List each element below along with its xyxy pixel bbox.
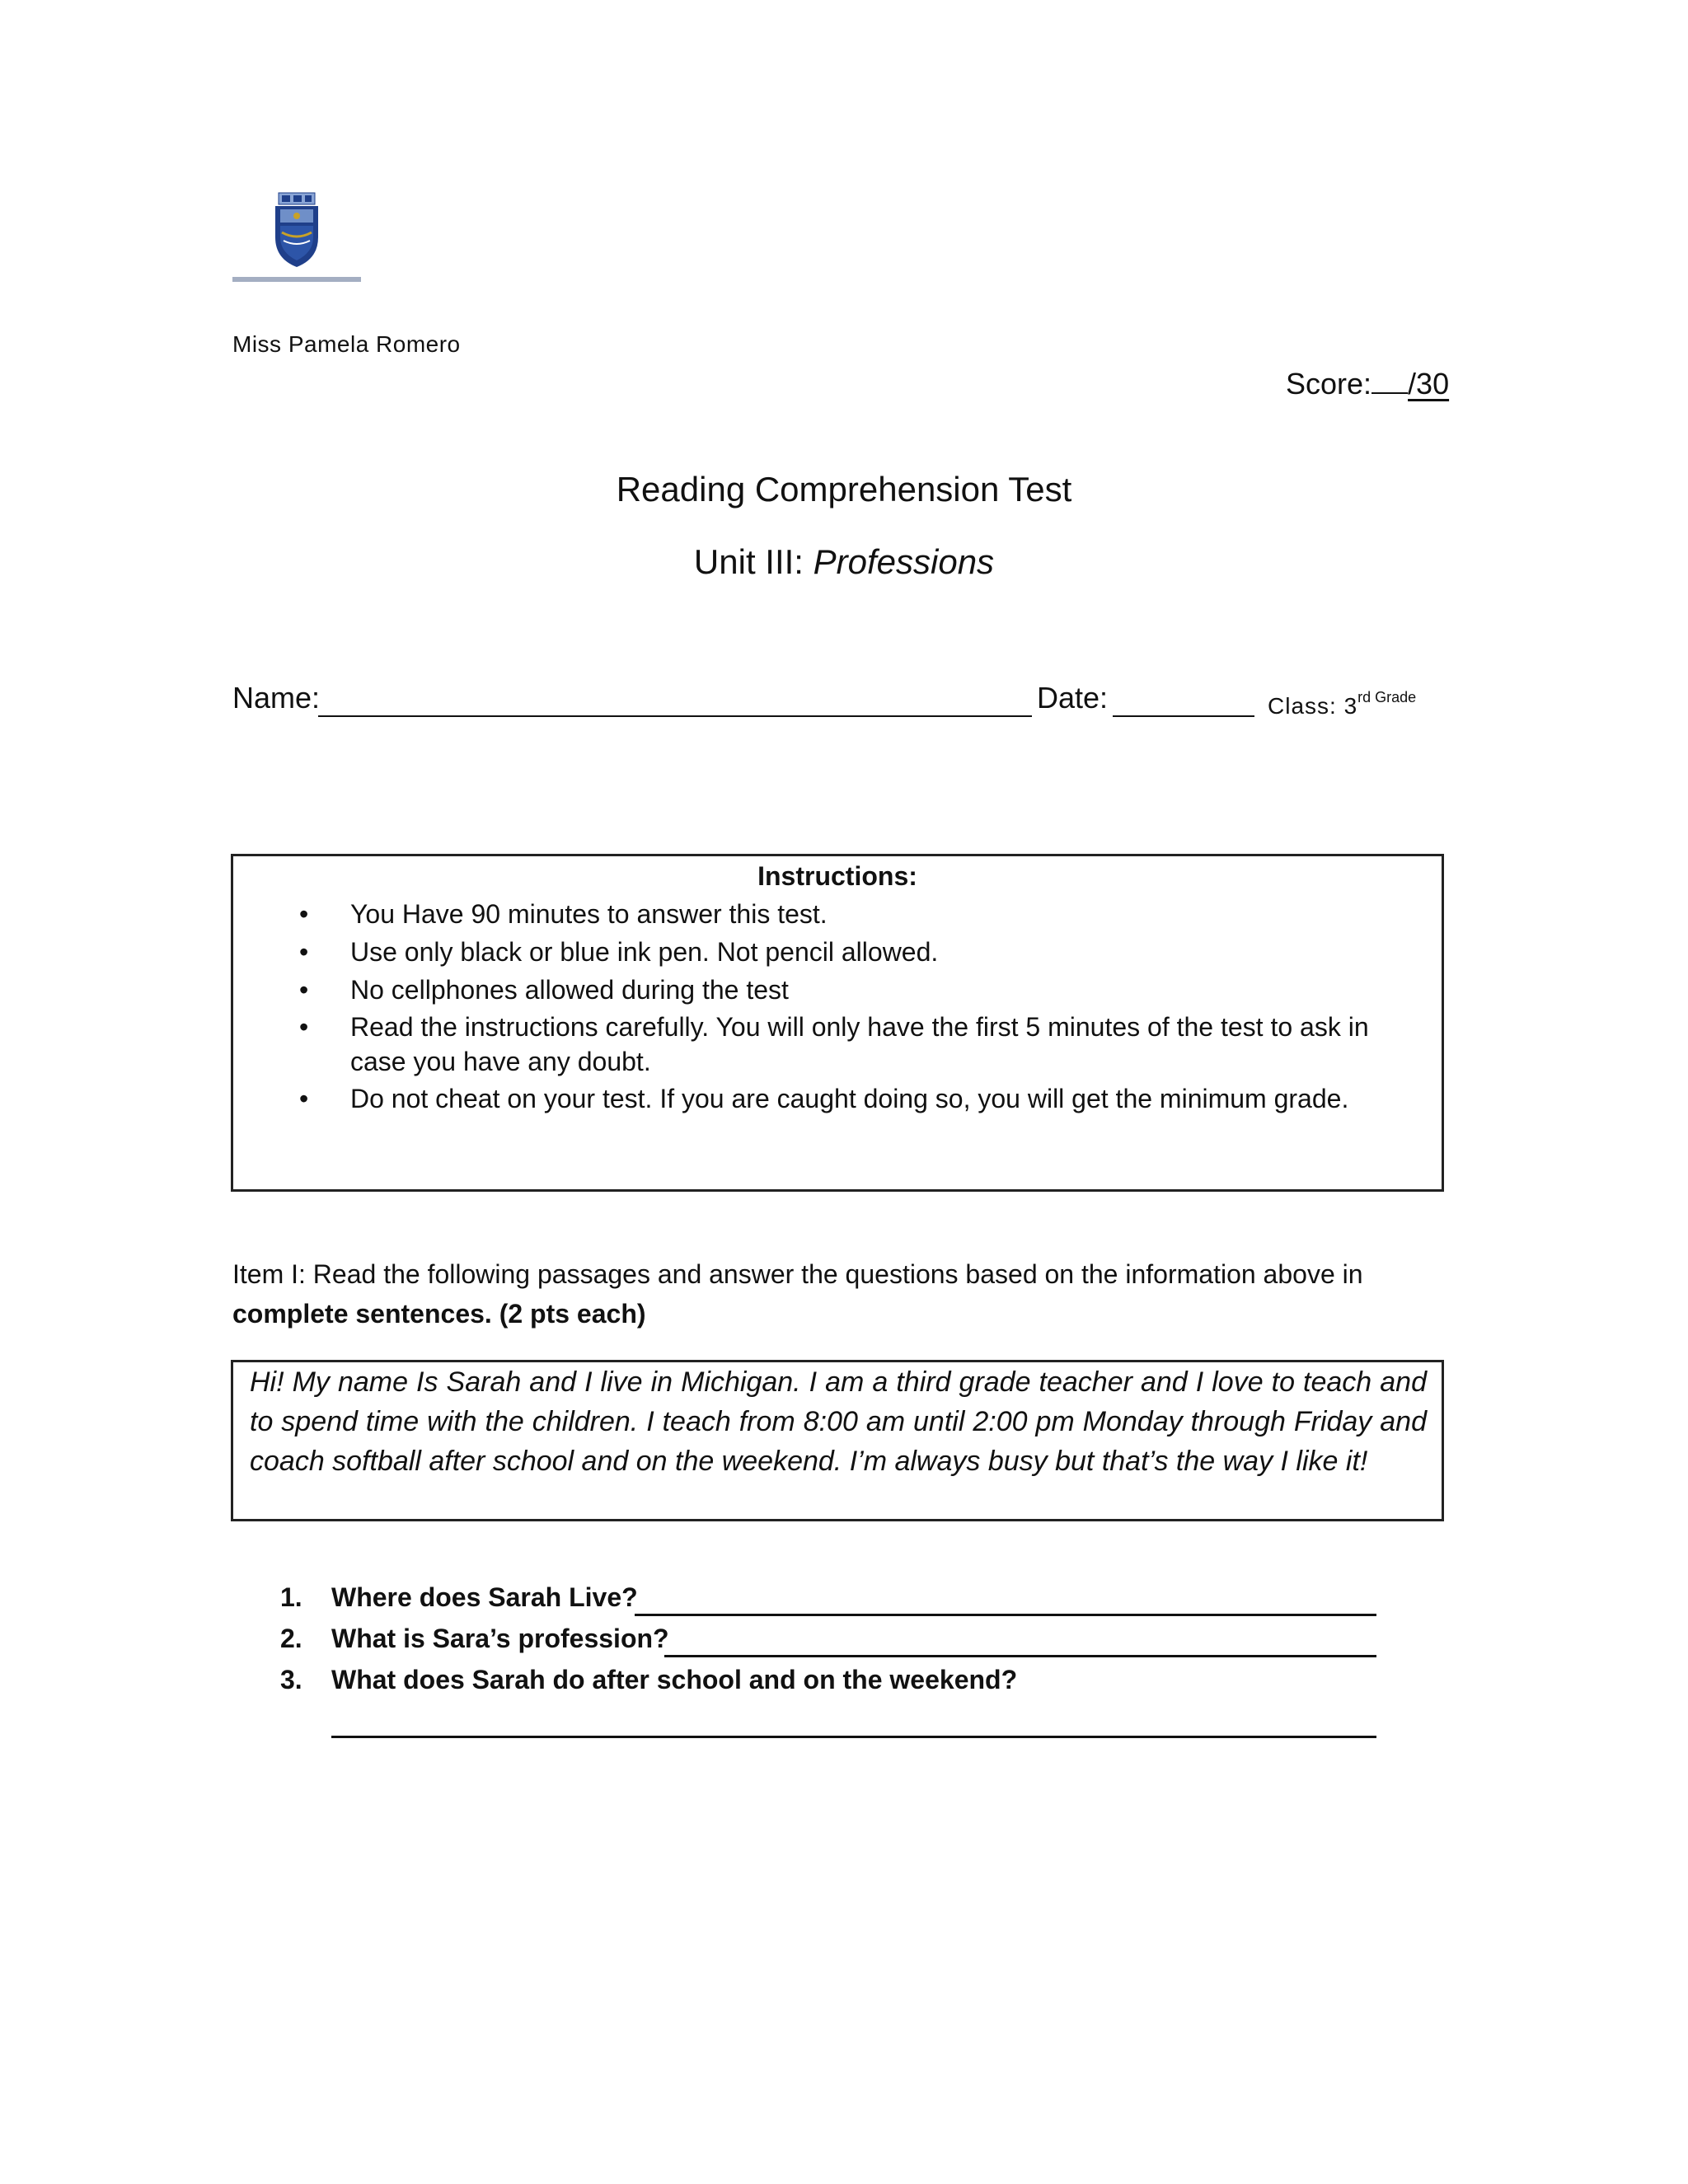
instructions-title: Instructions: (757, 861, 917, 891)
class-label (1268, 689, 1416, 719)
unit-topic: Professions (813, 542, 995, 581)
date-field[interactable] (1113, 715, 1254, 717)
question-number: 3. (280, 1665, 302, 1694)
question-text: What does Sarah do after school and on the weekend? (331, 1665, 1018, 1694)
question-number: 2. (280, 1624, 302, 1653)
question-text: Where does Sarah Live? (331, 1582, 638, 1612)
answer-line-2[interactable] (664, 1655, 1376, 1657)
instructions-box (231, 854, 1444, 1192)
score-total: /30 (1408, 367, 1450, 401)
answer-line-3[interactable] (331, 1736, 1376, 1738)
question-text: What is Sara’s profession? (331, 1624, 669, 1653)
university-logo (231, 191, 363, 288)
score-field (1286, 364, 1449, 401)
unit-title (0, 542, 1688, 582)
class-sup: rd Grade (1357, 689, 1417, 705)
reading-passage-box (231, 1360, 1444, 1521)
date-label: Date: (1037, 681, 1109, 715)
class-text: Class: 3 (1268, 693, 1358, 719)
instructions-list (299, 896, 1420, 1118)
score-label: Score: (1286, 367, 1372, 401)
instruction-item: • Do not cheat on your test. If you are caught doing so, you will get the minimum grade. (299, 1080, 1420, 1117)
instruction-item: • No cellphones allowed during the test (299, 972, 1420, 1008)
item-one-instructions: Item I: Read the following passages and answer the questions based on the information above in (232, 1259, 1363, 1289)
answer-line-1[interactable] (635, 1614, 1376, 1616)
name-field[interactable] (318, 715, 1032, 717)
reading-passage: Hi! My name Is Sarah and I live in Michigan. I am a third grade teacher and I love to teach and to spend time with the children. I teach from 8:00 am until 2:00 pm Monday through Friday and coach softball after school and on the weekend. I’m always busy but that’s the way I like it! (250, 1366, 1427, 1477)
item-one-intro (232, 1254, 1452, 1333)
teacher-name: Miss Pamela Romero (232, 331, 461, 357)
instruction-item: • Use only black or blue ink pen. Not pencil allowed. (299, 934, 1420, 970)
unit-prefix: Unit III: (693, 542, 814, 581)
name-label: Name: (232, 681, 321, 715)
student-info-line (232, 681, 1452, 727)
score-blank[interactable] (1372, 364, 1408, 394)
question-number: 1. (280, 1582, 302, 1612)
item-one-points: complete sentences. (2 pts each) (232, 1299, 646, 1329)
instruction-item: • You Have 90 minutes to answer this test. (299, 896, 1420, 932)
test-title: Reading Comprehension Test (616, 470, 1072, 509)
instruction-item: • Read the instructions carefully. You will only have the first 5 minutes of the test to ask in case you have any doubt. (299, 1010, 1420, 1079)
